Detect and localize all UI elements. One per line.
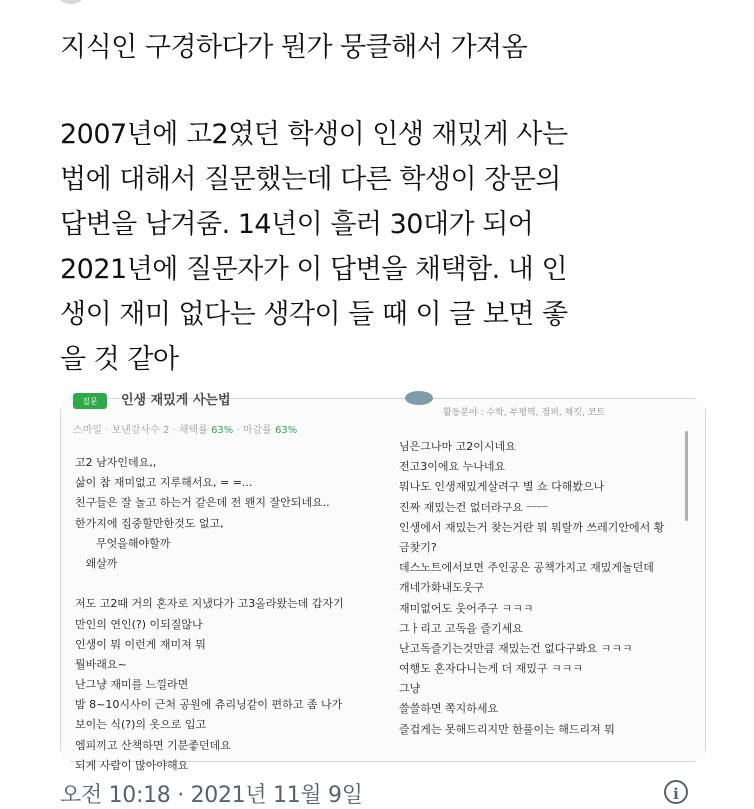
question-line: 보이는 식(?)의 옷으로 입고 [75,718,207,732]
question-line: 한가지에 집중할만한것도 없고, [75,516,224,530]
answer-line: 뭐나도 인생재밌게살려구 별 쇼 다해봤으나 [399,480,605,494]
question-line: 저도 고2때 거의 혼자로 지냈다가 고3올라왔는데 갑자기 [75,597,344,611]
question-text [75,453,375,776]
question-meta-prefix: 스마일 · 보낸감사수 2 · 채택률 [73,425,212,436]
tweet-timestamp[interactable]: 오전 10:18 · 2021년 11월 9일 [60,783,363,808]
question-meta-mid: · 마감률 [233,425,275,436]
answer-line: 그ㅏ리고 고독을 즐기세요 [399,621,523,635]
info-icon[interactable]: i [664,780,688,804]
answer-line: 그냥 [399,682,421,696]
answer-line: 전고3이에요 누나네요 [399,460,506,474]
question-line: 왜살까 [75,556,118,570]
answerer-meta: 활동분야 : 수학, 부평역, 점퍼, 채킷, 코트 [443,408,606,418]
question-badge: 질문 [73,393,107,409]
author-avatar[interactable] [58,0,84,4]
answer-line: 여행도 혼자다니는게 더 재밌구 ㅋㅋㅋ [399,662,584,676]
question-line: 삶이 참 재미없고 지루해서요, = =... [75,476,253,490]
question-line: 인생이 뭐 이런게 재미져 뭐 [75,637,206,651]
question-line: 밤 8~10시사이 근처 공원에 츄리닝같이 편하고 좀 나가 [75,698,343,712]
tweet-title: 지식인 구경하다가 뭔가 뭉클해서 가져옴 [60,32,528,63]
question-line: 난그냥 재미를 느낄라면 [75,678,189,692]
question-line: 무엇을해야할까 [75,536,171,550]
question-line: 뭘바래요~ [75,657,127,671]
answer-line: 진짜 재밌는건 없더라구요 ㅡㅡ [399,500,548,514]
answer-line: 재미없어도 웃어주구 ㅋㅋㅋ [399,601,534,615]
question-line: 친구들은 잘 놀고 하는거 같은데 전 왠지 잘안되네요.. [75,496,330,510]
question-meta [73,421,297,436]
answer-line: 금찾기? [399,540,437,554]
answer-header [401,399,701,435]
answer-line: 데스노트에서보면 주인공은 공책가지고 재밌게놀던데 [399,561,654,575]
answer-line: 난고독즐기는것만큼 재밌는건 없다구봐요 ㅋㅋㅋ [399,641,633,655]
close-rate: 63% [275,425,298,436]
question-line: 만인의 연인(?) 이되질않나 [75,617,203,631]
question-line: 되게 사람이 많아야해요 [75,758,189,772]
answer-scrollbar [685,431,688,521]
question-line: 엠피끼고 산책하면 기분좋던데요 [75,738,231,752]
answer-line: 개네가화내도웃구 [399,581,485,595]
attached-image-card[interactable] [60,393,706,772]
answer-line: 인생에서 재밌는거 찾는거란 뭐 뭐랄까 쓰레기안에서 황 [399,520,665,534]
answer-line: 쓸쓸하면 쪽지하세요 [399,702,499,716]
adopt-rate: 63% [211,425,234,436]
question-title: 인생 재밌게 사는법 [121,393,231,408]
tweet-body: 2007년에 고2였던 학생이 인생 재밌게 사는 법에 대해서 질문했는데 다른 학생이 장문의 답변을 남겨줌. 14년이 흘러 30대가 되어 2021년에 질문자가 이 답변을 채택함. 내 인 생이 재미 없다는 생각이 들 때 이 글 보면 좋 을 것 같아 [60,119,568,375]
question-line: 고2 남자인데요,, [75,456,157,469]
answer-text [399,437,699,740]
answer-line: 즐겁게는 못해드리지만 한풀이는 해드리져 뭐 [399,722,615,736]
question-line [75,574,375,594]
question-header [61,393,381,439]
answerer-avatar [405,391,433,405]
answer-line: 님은그나마 고2이시네요 [399,440,516,453]
screenshot-image [61,393,705,772]
